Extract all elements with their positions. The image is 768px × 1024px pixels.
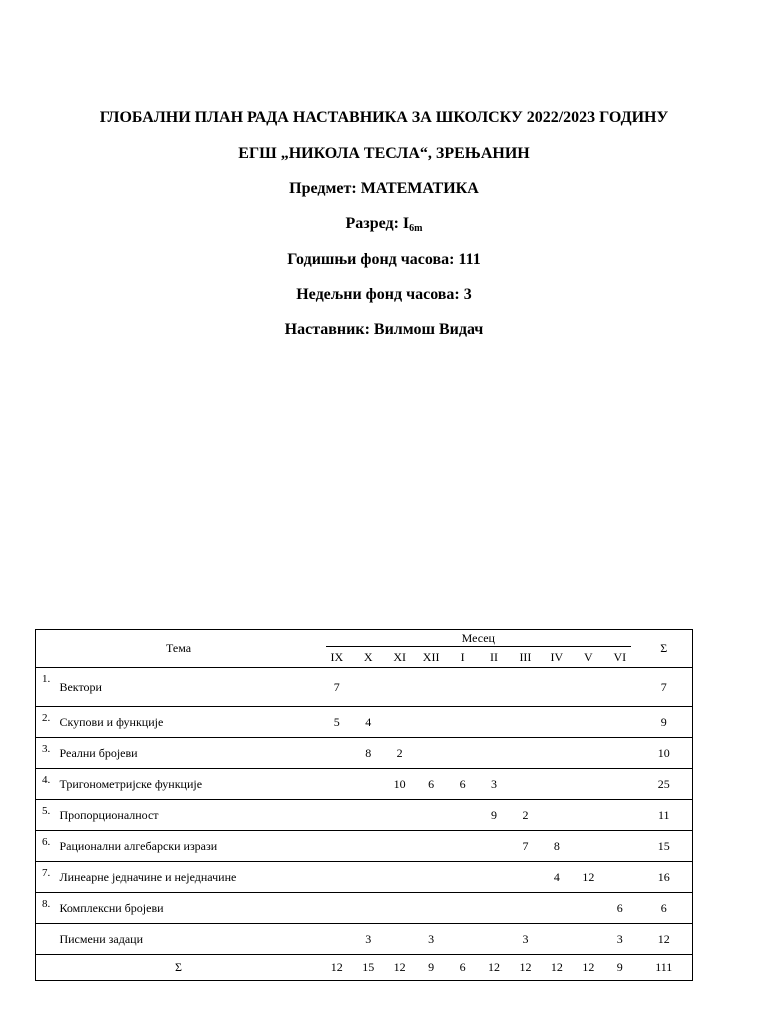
month-col-9: V [583, 650, 593, 665]
row-value-III: 3 [510, 924, 541, 955]
grade-line [0, 214, 768, 239]
row-value-X: 8 [353, 738, 384, 769]
row-value-VI [604, 738, 635, 769]
row-value-IX [321, 924, 352, 955]
row-value-III [510, 738, 541, 769]
row-value-IX [321, 831, 352, 862]
table-row [36, 893, 693, 924]
annual-hours: Годишњи фонд часова: 111 [287, 251, 481, 268]
table-row [36, 707, 693, 738]
total-value-II: 12 [478, 955, 509, 981]
row-value-III [510, 668, 541, 707]
row-value-XII [415, 707, 446, 738]
row-value-II [478, 707, 509, 738]
total-value-IV: 12 [541, 955, 572, 981]
row-value-V [573, 924, 604, 955]
row-value-X: 4 [353, 707, 384, 738]
row-value-II [478, 862, 509, 893]
weekly-hours: Недељни фонд часова: 3 [296, 286, 472, 303]
row-value-V [573, 668, 604, 707]
row-sum: 25 [636, 769, 693, 800]
row-value-VI: 6 [604, 893, 635, 924]
row-number: 5. [36, 800, 60, 831]
row-value-X [353, 800, 384, 831]
row-topic: Рационални алгебарски изрази [59, 831, 321, 862]
row-number [36, 924, 60, 955]
row-value-XI: 10 [384, 769, 415, 800]
row-value-VI [604, 862, 635, 893]
row-value-IX [321, 893, 352, 924]
row-sum: 9 [636, 707, 693, 738]
subject-line: Предмет: МАТЕМАТИКА [289, 180, 479, 197]
row-value-I [447, 924, 478, 955]
row-number: 7. [36, 862, 60, 893]
row-value-XII: 3 [415, 924, 446, 955]
row-value-IV [541, 707, 572, 738]
table-row [36, 738, 693, 769]
month-col-6: II [490, 650, 498, 665]
total-sum: 111 [636, 955, 693, 981]
total-value-XI: 12 [384, 955, 415, 981]
row-topic: Комплексни бројеви [59, 893, 321, 924]
row-topic: Вектори [59, 668, 321, 707]
row-value-X [353, 668, 384, 707]
total-value-IX: 12 [321, 955, 352, 981]
row-value-XII [415, 862, 446, 893]
row-value-I [447, 707, 478, 738]
table-row [36, 668, 693, 707]
row-value-I [447, 831, 478, 862]
row-value-I [447, 893, 478, 924]
row-value-IX [321, 769, 352, 800]
row-value-VI [604, 707, 635, 738]
total-value-III: 12 [510, 955, 541, 981]
row-value-IX [321, 800, 352, 831]
row-value-III [510, 862, 541, 893]
row-value-V [573, 893, 604, 924]
topic-header: Тема [166, 641, 192, 655]
row-value-XII [415, 893, 446, 924]
row-value-IX [321, 738, 352, 769]
row-value-IX: 7 [321, 668, 352, 707]
total-row [36, 955, 693, 981]
row-number: 8. [36, 893, 60, 924]
month-col-5: I [460, 650, 465, 665]
plan-table [35, 629, 693, 981]
row-value-V [573, 707, 604, 738]
row-value-X [353, 831, 384, 862]
row-value-III [510, 707, 541, 738]
row-value-I [447, 862, 478, 893]
row-number: 4. [36, 769, 60, 800]
row-value-XI: 2 [384, 738, 415, 769]
row-value-VI: 3 [604, 924, 635, 955]
row-value-IV [541, 668, 572, 707]
row-topic: Реални бројеви [59, 738, 321, 769]
row-value-XI [384, 800, 415, 831]
row-value-IX [321, 862, 352, 893]
total-value-I: 6 [447, 955, 478, 981]
row-sum: 6 [636, 893, 693, 924]
row-value-I [447, 800, 478, 831]
teacher-line: Наставник: Вилмош Видач [284, 321, 484, 338]
row-value-VI [604, 668, 635, 707]
row-value-XII [415, 738, 446, 769]
row-value-IX: 5 [321, 707, 352, 738]
row-value-X [353, 769, 384, 800]
row-number: 3. [36, 738, 60, 769]
row-number: 2. [36, 707, 60, 738]
row-value-XII [415, 831, 446, 862]
row-number: 1. [36, 668, 60, 707]
row-value-II [478, 924, 509, 955]
month-header [321, 630, 635, 649]
row-sum: 11 [636, 800, 693, 831]
month-col-2: X [363, 650, 373, 665]
row-value-XI [384, 707, 415, 738]
row-value-V [573, 769, 604, 800]
row-value-VI [604, 831, 635, 862]
row-value-X [353, 862, 384, 893]
row-value-X [353, 893, 384, 924]
row-value-XI [384, 862, 415, 893]
row-topic: Пропорционалност [59, 800, 321, 831]
row-value-XII: 6 [415, 769, 446, 800]
row-value-X: 3 [353, 924, 384, 955]
month-col-1: IX [330, 650, 344, 665]
row-value-IV: 8 [541, 831, 572, 862]
row-value-VI [604, 769, 635, 800]
row-topic: Линеарне једначине и неједначине [59, 862, 321, 893]
total-value-VI: 9 [604, 955, 635, 981]
row-value-I [447, 738, 478, 769]
table-row [36, 862, 693, 893]
row-value-II [478, 831, 509, 862]
grade-label: Разред: I [345, 215, 410, 232]
row-value-XI [384, 893, 415, 924]
row-topic: Скупови и функције [59, 707, 321, 738]
table-row [36, 800, 693, 831]
row-value-V [573, 800, 604, 831]
month-col-7: III [519, 650, 532, 665]
table-row [36, 831, 693, 862]
header-row-top [36, 630, 693, 649]
month-col-8: IV [550, 650, 564, 665]
month-col-4: XII [422, 650, 440, 665]
row-value-III: 2 [510, 800, 541, 831]
row-value-II: 9 [478, 800, 509, 831]
row-sum: 10 [636, 738, 693, 769]
row-value-IV [541, 738, 572, 769]
row-value-III [510, 893, 541, 924]
month-header-label: Месец [326, 631, 630, 647]
row-sum: 12 [636, 924, 693, 955]
row-value-II: 3 [478, 769, 509, 800]
grade-subscript: 6m [409, 223, 423, 234]
table-row [36, 769, 693, 800]
month-col-10: VI [613, 650, 627, 665]
row-value-XI [384, 831, 415, 862]
row-value-I: 6 [447, 769, 478, 800]
row-value-III: 7 [510, 831, 541, 862]
row-value-XII [415, 668, 446, 707]
row-value-IV [541, 924, 572, 955]
row-value-IV [541, 769, 572, 800]
row-topic: Тригонометријске функције [59, 769, 321, 800]
total-value-X: 15 [353, 955, 384, 981]
row-value-IV [541, 893, 572, 924]
row-value-II [478, 668, 509, 707]
row-value-V [573, 831, 604, 862]
row-value-III [510, 769, 541, 800]
row-value-XII [415, 800, 446, 831]
document-title: ГЛОБАЛНИ ПЛАН РАДА НАСТАВНИКА ЗА ШКОЛСКУ 2022/2023 ГОДИНУ [99, 109, 669, 126]
row-value-XI [384, 924, 415, 955]
row-value-XI [384, 668, 415, 707]
row-topic: Писмени задаци [59, 924, 321, 955]
table-row [36, 924, 693, 955]
row-sum: 7 [636, 668, 693, 707]
row-value-II [478, 893, 509, 924]
row-number: 6. [36, 831, 60, 862]
row-sum: 16 [636, 862, 693, 893]
plan-table-body [36, 630, 693, 981]
row-value-I [447, 668, 478, 707]
row-value-VI [604, 800, 635, 831]
sum-header: Σ [660, 641, 668, 655]
total-label: Σ [36, 955, 322, 981]
school-name: ЕГШ „НИКОЛА ТЕСЛА“, ЗРЕЊАНИН [238, 145, 530, 162]
row-value-IV: 4 [541, 862, 572, 893]
row-value-II [478, 738, 509, 769]
row-value-V: 12 [573, 862, 604, 893]
row-value-V [573, 738, 604, 769]
total-value-V: 12 [573, 955, 604, 981]
row-sum: 15 [636, 831, 693, 862]
row-value-IV [541, 800, 572, 831]
total-value-XII: 9 [415, 955, 446, 981]
month-col-3: XI [393, 650, 407, 665]
